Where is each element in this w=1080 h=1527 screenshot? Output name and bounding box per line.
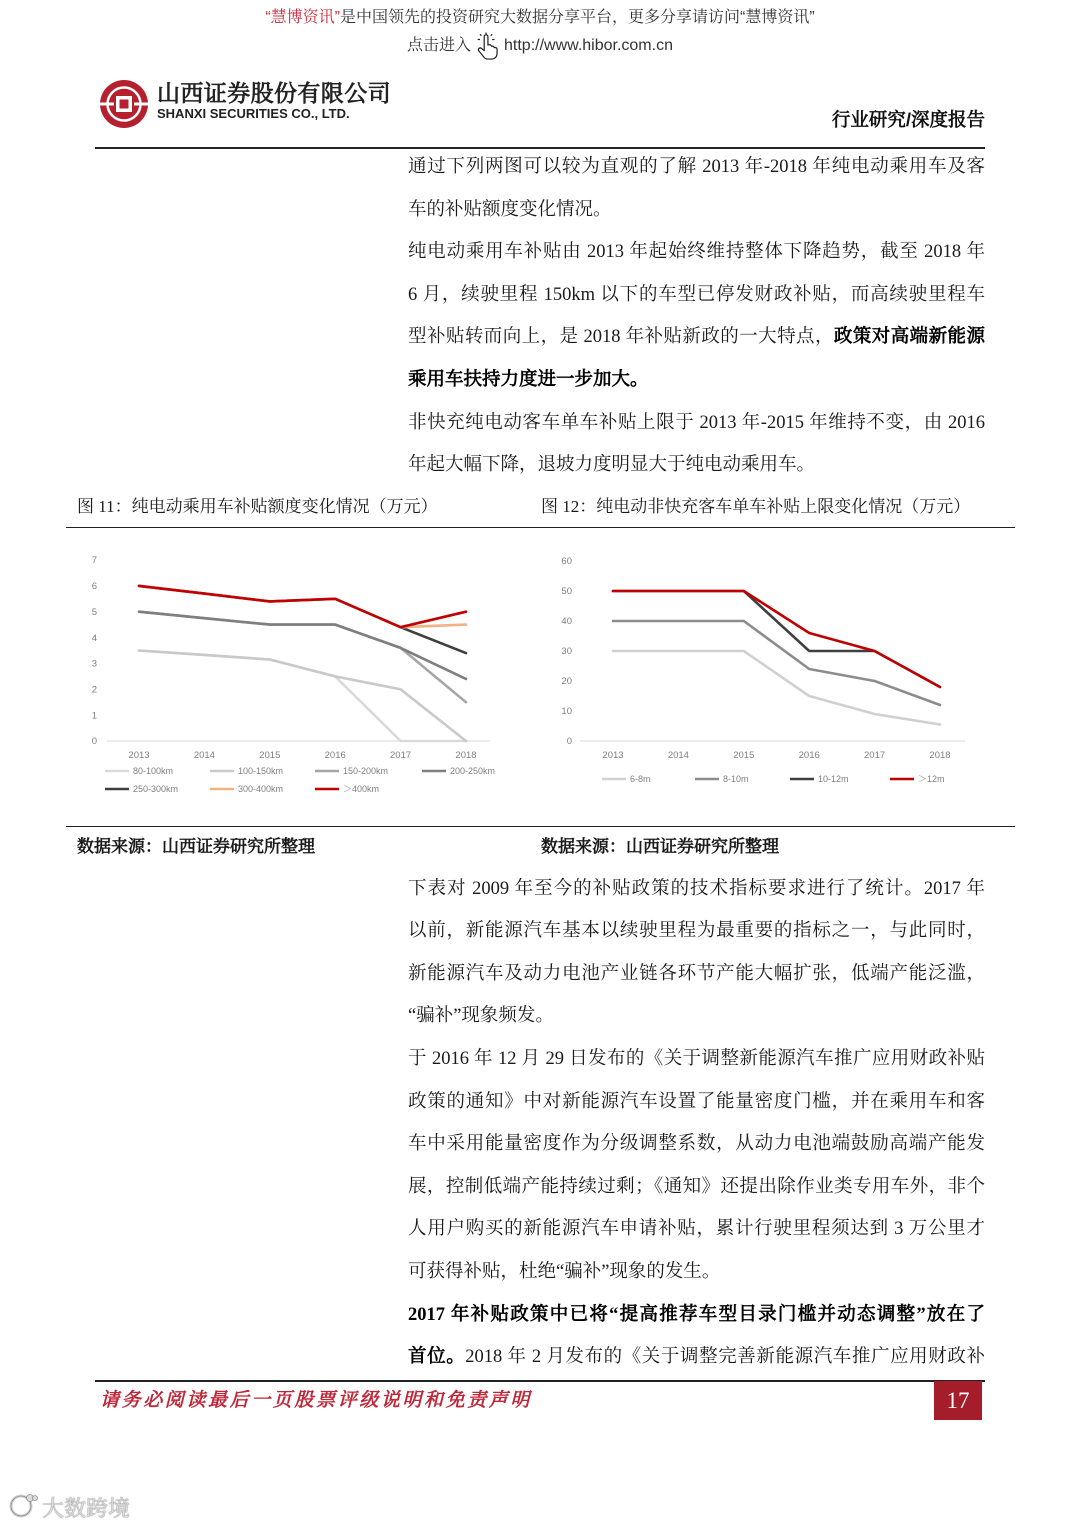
y-tick-label: 0 <box>566 736 572 748</box>
text-segment: 非快充纯电动客车单车补贴上限于 2013 年-2015 年维持不变，由 2016 <box>408 412 985 433</box>
y-tick-label: 20 <box>561 676 572 688</box>
watermark-text: 大数跨境 <box>42 1496 131 1521</box>
x-tick-label: 2017 <box>864 750 886 761</box>
text-segment: “骗补”现象频发。 <box>408 1006 554 1027</box>
legend-label: 250-300km <box>133 784 179 794</box>
text-segment: 型补贴转而向上，是 2018 年补贴新政的一大特点， <box>408 327 834 348</box>
body-line <box>408 910 985 953</box>
bold-text-segment: 2017 年补贴政策中已将“提高推荐车型目录门槛并动态调整”放在了 <box>408 1304 985 1325</box>
y-tick-label: 40 <box>561 616 572 628</box>
banner-tagline-text: 是中国领先的投资研究大数据分享平台，更多分享请访问 <box>339 9 740 26</box>
hibor-url-link[interactable]: http://www.hibor.com.cn <box>504 37 673 54</box>
text-segment: 可获得补贴，杜绝“骗补”现象的发生。 <box>408 1262 721 1283</box>
series-line <box>139 651 466 742</box>
body-line <box>408 868 985 911</box>
y-tick-label: 30 <box>561 646 572 658</box>
y-tick-label: 4 <box>91 632 97 644</box>
x-tick-label: 2014 <box>193 750 215 761</box>
footer-divider <box>95 1380 985 1382</box>
legend-label: 150-200km <box>343 766 389 776</box>
x-tick-label: 2013 <box>602 750 624 761</box>
text-segment: 纯电动乘用车补贴由 2013 年起始终维持整体下降趋势，截至 2018 年 <box>408 242 985 263</box>
text-segment: 车中采用能量密度作为分级调整系数，从动力电池端鼓励高端产能发 <box>408 1134 985 1155</box>
body-line <box>408 1251 985 1294</box>
body-line <box>408 1038 985 1081</box>
series-line <box>139 586 466 627</box>
body-line <box>408 359 985 402</box>
banner-brand-name[interactable]: “慧博资讯” <box>265 9 340 26</box>
body-line <box>408 1166 985 1209</box>
text-segment: 以前，新能源汽车基本以续驶里程为最重要的指标之一，与此同时， <box>408 921 985 942</box>
figure-11-source: 数据来源：山西证券研究所整理 <box>77 837 315 856</box>
caption-divider <box>66 527 1015 529</box>
y-tick-label: 60 <box>561 556 572 568</box>
legend-label: 80-100km <box>133 766 174 776</box>
x-tick-label: 2018 <box>929 750 951 761</box>
y-tick-label: 6 <box>91 581 97 593</box>
series-line <box>139 586 466 653</box>
body-line <box>408 995 985 1038</box>
body-line <box>408 316 985 359</box>
y-tick-label: 10 <box>561 706 572 718</box>
text-segment: 通过下列两图可以较为直观的了解 2013 年-2018 年纯电动乘用车及客 <box>408 157 985 177</box>
y-tick-label: 50 <box>561 586 572 598</box>
banner-tagline <box>0 7 1080 29</box>
x-tick-label: 2017 <box>390 750 412 761</box>
watermark <box>8 1490 130 1527</box>
company-name-cn: 山西证券股份有限公司 <box>157 80 391 106</box>
series-line <box>613 621 940 705</box>
body-line <box>408 1081 985 1124</box>
y-tick-label: 2 <box>91 684 97 696</box>
source-divider <box>66 826 1015 828</box>
text-segment: 车的补贴额度变化情况。 <box>408 199 612 220</box>
legend-label: 6-8m <box>630 774 651 784</box>
legend-label: ＞400km <box>343 784 380 794</box>
y-tick-label: 7 <box>91 555 97 567</box>
text-segment: 2018 年 2 月发布的《关于调整完善新能源汽车推广应用财政补 <box>465 1347 985 1368</box>
body-text-top <box>408 146 985 487</box>
body-line <box>408 1123 985 1166</box>
text-segment: 下表对 2009 年至今的补贴政策的技术指标要求进行了统计。2017 年 <box>408 878 985 899</box>
legend-label: 8-10m <box>723 774 749 784</box>
legend-label: 200-250km <box>450 766 496 776</box>
text-segment: 新能源汽车及动力电池产业链各环节产能大幅扩张，低端产能泛滥， <box>408 963 985 984</box>
company-name-en: SHANXI SECURITIES CO., LTD. <box>157 106 350 121</box>
dashu-logo-icon <box>8 1490 38 1527</box>
body-line <box>408 274 985 317</box>
page-number: 17 <box>934 1381 982 1420</box>
legend-label: ＞12m <box>918 774 945 784</box>
text-segment: 人用户购买的新能源汽车申请补贴，累计行驶里程须达到 3 万公里才 <box>408 1219 985 1240</box>
x-tick-label: 2016 <box>798 750 820 761</box>
figure-12-source: 数据来源：山西证券研究所整理 <box>541 837 779 856</box>
y-tick-label: 3 <box>91 658 97 670</box>
y-tick-label: 0 <box>91 736 97 748</box>
x-tick-label: 2018 <box>455 750 477 761</box>
text-segment: 年起大幅下降，退坡力度明显大于纯电动乘用车。 <box>408 455 816 476</box>
figure-12-caption: 图 12：纯电动非快充客车单车补贴上限变化情况（万元） <box>541 497 971 516</box>
body-line <box>408 1336 985 1379</box>
figure-12-plot <box>545 540 1000 802</box>
body-line <box>408 953 985 996</box>
text-segment: 政策的通知》中对新能源汽车设置了能量密度门槛，并在乘用车和客 <box>408 1091 985 1112</box>
shanxi-securities-logo-icon <box>99 79 149 129</box>
body-line <box>408 189 985 232</box>
figure-11-chart <box>60 540 510 802</box>
x-tick-label: 2014 <box>667 750 689 761</box>
text-segment: 于 2016 年 12 月 29 日发布的《关于调整新能源汽车推广应用财政补贴 <box>408 1049 985 1070</box>
x-tick-label: 2016 <box>324 750 346 761</box>
footer-disclaimer: 请务必阅读最后一页股票评级说明和免责声明 <box>100 1390 533 1411</box>
body-line <box>408 231 985 274</box>
figure-11-caption: 图 11：纯电动乘用车补贴额度变化情况（万元） <box>77 497 438 516</box>
x-tick-label: 2013 <box>128 750 150 761</box>
series-line <box>139 651 466 742</box>
body-line <box>408 402 985 445</box>
figure-11-plot <box>60 540 510 802</box>
y-tick-label: 5 <box>91 606 97 618</box>
x-tick-label: 2015 <box>259 750 281 761</box>
bold-text-segment: 政策对高端新能源 <box>833 327 985 348</box>
body-line <box>408 444 985 487</box>
bold-text-segment: 乘用车扶持力度进一步加大。 <box>408 369 649 390</box>
report-type: 行业研究/深度报告 <box>831 109 985 130</box>
body-line <box>408 1208 985 1251</box>
figure-12-chart <box>545 540 1000 802</box>
legend-label: 300-400km <box>238 784 284 794</box>
legend-label: 10-12m <box>818 774 849 784</box>
legend-label: 100-150km <box>238 766 284 776</box>
body-line <box>408 1294 985 1337</box>
banner-link-row <box>0 32 1080 60</box>
body-text-bottom <box>408 868 985 1379</box>
body-line <box>408 146 985 189</box>
y-tick-label: 1 <box>91 710 97 722</box>
text-segment: 展，控制低端产能持续过剩；《通知》还提出除作业类专用车外，非个 <box>408 1176 985 1197</box>
text-segment: 6 月，续驶里程 150km 以下的车型已停发财政补贴，而高续驶里程车 <box>408 284 985 305</box>
x-tick-label: 2015 <box>733 750 755 761</box>
click-enter-label: 点击进入 <box>407 37 472 54</box>
hand-pointer-icon <box>473 32 501 60</box>
bold-text-segment: 首位。 <box>408 1347 466 1368</box>
banner-brand-name-end[interactable]: “慧博资讯” <box>740 9 815 26</box>
